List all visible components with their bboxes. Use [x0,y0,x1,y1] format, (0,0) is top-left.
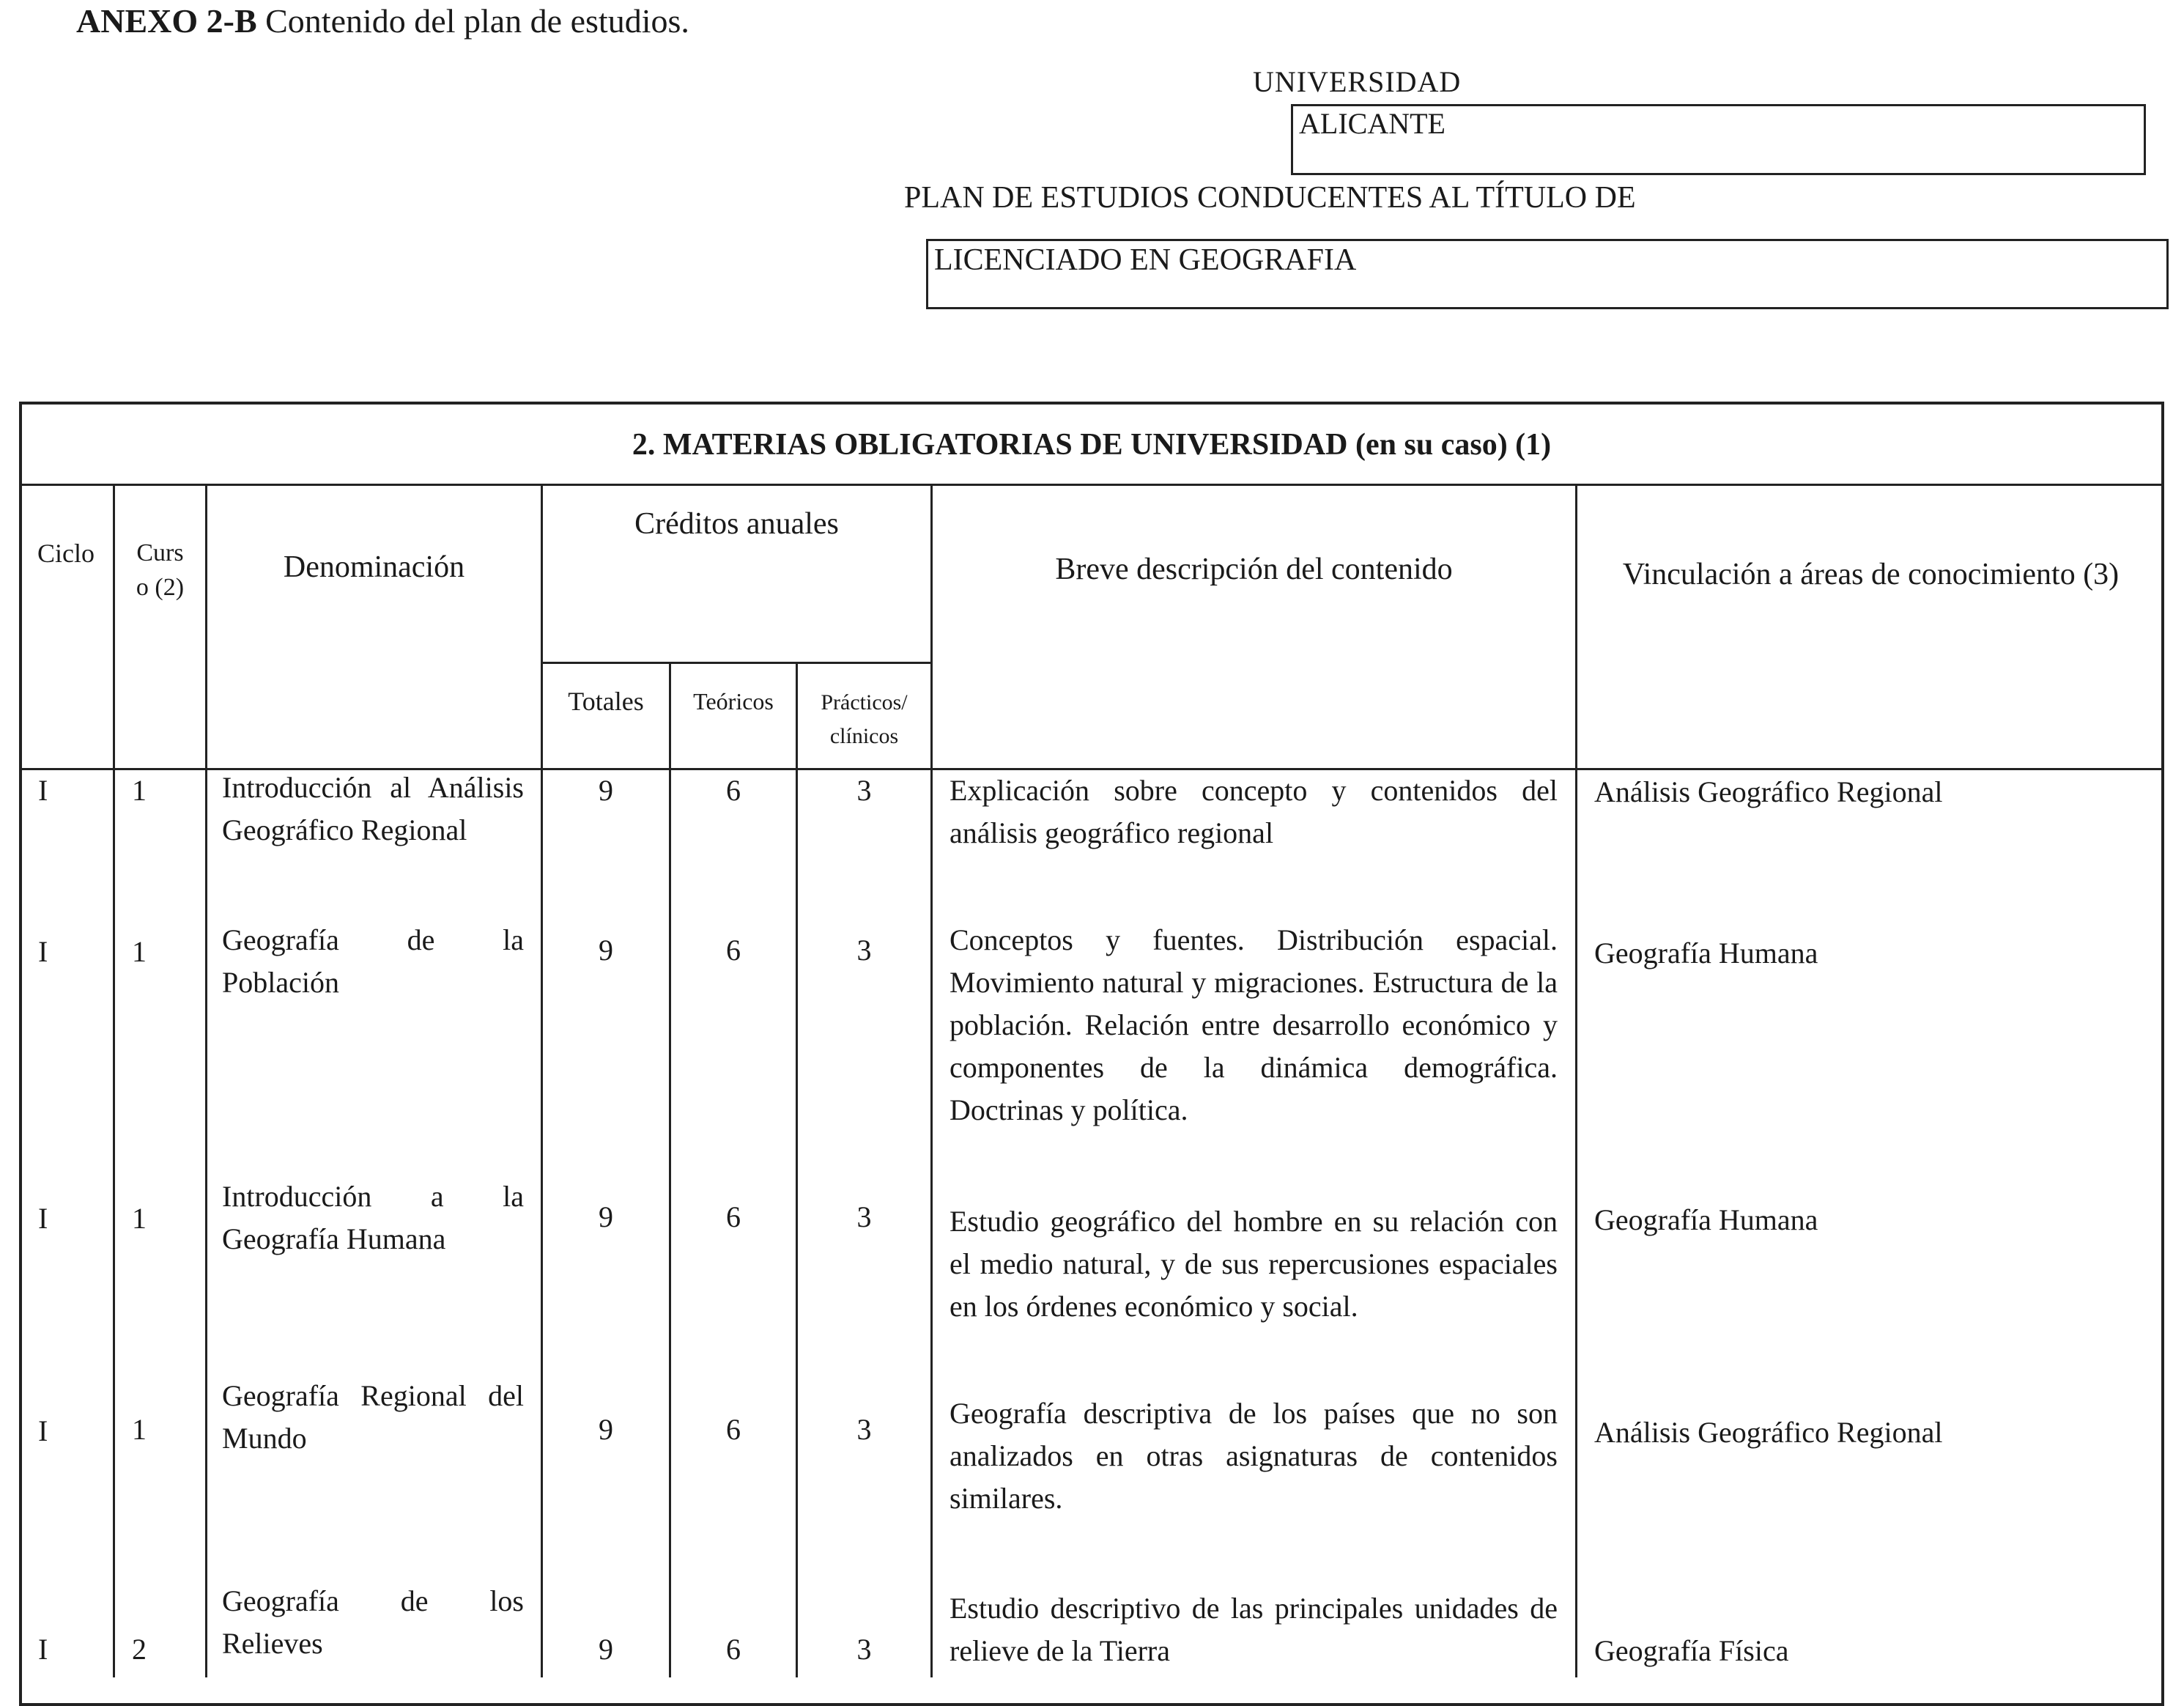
cell-practicos: 3 [856,1413,872,1446]
col-divider-denominacion [541,484,543,1677]
header-curso-line1: Curs [136,539,184,566]
header-teoricos: Teóricos [693,688,774,714]
cell-denominacion: Introducción al Análisis Geográfico Regional [222,771,524,846]
cell-totales: 9 [599,934,613,967]
cell-descripcion: Estudio descriptivo de las principales unidades de relieve de la Tierra [950,1592,1558,1667]
cell-totales: 9 [599,1633,613,1666]
cell-ciclo: I [38,1202,48,1235]
header-curso-line2: o (2) [136,574,185,601]
cell-curso: 1 [132,1413,147,1446]
cell-descripcion: Conceptos y fuentes. Distribución espacial. Movimiento natural y migraciones. Estructura de la población. Relación entre desarrollo económico y componentes de la dinámica demográfica. Doctrinas y política. [950,923,1558,1126]
col-divider-curso [205,484,207,1677]
cell-denominacion: Geografía de la Población [222,923,524,999]
cell-practicos: 3 [856,1633,872,1666]
cell-teoricos: 6 [726,1200,741,1233]
col-divider-totales [669,662,671,1677]
col-divider-ciclo [113,484,115,1677]
annex-heading [76,1,689,40]
cell-teoricos: 6 [726,774,741,807]
cell-totales: 9 [599,774,613,807]
cell-ciclo: I [38,1414,48,1447]
university-field: ALICANTE [1291,104,2146,175]
header-ciclo: Ciclo [37,539,95,568]
cell-practicos: 3 [856,934,872,967]
credits-subheader-divider [541,662,932,664]
university-label: UNIVERSIDAD [1253,65,1462,98]
cell-ciclo: I [38,774,48,807]
col-divider-creditos [930,484,933,1677]
cell-curso: 1 [132,774,147,807]
annex-caption: Contenido del plan de estudios. [256,2,689,40]
header-practicos-line2: clínicos [829,724,899,748]
table-title: 2. MATERIAS OBLIGATORIAS DE UNIVERSIDAD (en su caso) (1) [632,428,1552,462]
cell-vinculacion: Geografía Humana [1594,1203,1818,1236]
col-divider-teoricos [796,662,798,1677]
header-totales: Totales [568,687,644,716]
plan-label: PLAN DE ESTUDIOS CONDUCENTES AL TÍTULO DE [904,181,1636,215]
cell-vinculacion: Geografía Humana [1594,937,1818,970]
cell-descripcion: Geografía descriptiva de los países que no son analizados en otras asignaturas de contenidos similares. [950,1397,1558,1515]
cell-teoricos: 6 [726,1413,741,1446]
header-denominacion: Denominación [283,550,465,584]
cell-curso: 2 [132,1633,147,1666]
cell-vinculacion: Geografía Física [1594,1634,1789,1667]
title-divider [19,484,2164,486]
cell-vinculacion: Análisis Geográfico Regional [1594,775,1943,808]
cell-practicos: 3 [856,1200,872,1233]
header-creditos: Créditos anuales [634,507,839,541]
cell-curso: 1 [132,935,147,968]
cell-totales: 9 [599,1200,613,1233]
cell-practicos: 3 [856,774,872,807]
cell-denominacion: Geografía de los Relieves [222,1584,524,1660]
annex-code: ANEXO 2-B [76,2,257,40]
cell-vinculacion: Análisis Geográfico Regional [1594,1416,1943,1449]
cell-ciclo: I [38,1633,48,1666]
cell-descripcion: Explicación sobre concepto y contenidos del análisis geográfico regional [950,774,1558,849]
cell-ciclo: I [38,935,48,968]
degree-field: LICENCIADO EN GEOGRAFIA [926,239,2169,309]
header-vinculacion: Vinculación a áreas de conocimiento (3) [1622,558,2120,591]
cell-denominacion: Geografía Regional del Mundo [222,1379,524,1455]
cell-totales: 9 [599,1413,613,1446]
cell-teoricos: 6 [726,1633,741,1666]
cell-descripcion: Estudio geográfico del hombre en su relación con el medio natural, y de sus repercusiones espaciales en los órdenes económico y social. [950,1205,1558,1323]
cell-teoricos: 6 [726,934,741,967]
header-practicos-line1: Prácticos/ [821,690,908,714]
col-divider-descripcion [1575,484,1577,1677]
cell-denominacion: Introducción a la Geografía Humana [222,1180,524,1255]
header-descripcion: Breve descripción del contenido [1055,553,1453,586]
cell-curso: 1 [132,1202,147,1235]
